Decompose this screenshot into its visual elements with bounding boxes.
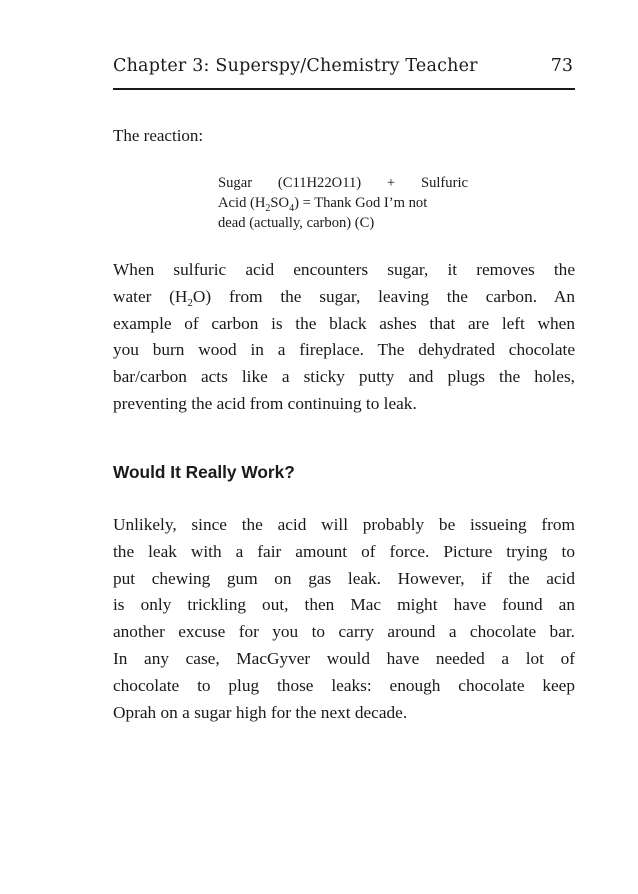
- subscript: 2: [187, 296, 193, 309]
- paragraph-line: preventing the acid from continuing to leak.: [113, 393, 417, 413]
- paragraph-line: is only trickling out, then Mac might have found an: [113, 595, 575, 615]
- formula-text: SO: [270, 195, 290, 211]
- paragraph-2: [113, 512, 575, 726]
- paragraph-text: water (H: [113, 286, 188, 306]
- paragraph-line: [113, 284, 575, 311]
- reaction-formula: [218, 173, 468, 233]
- paragraph-line: you burn wood in a fireplace. The dehydrated chocolate: [113, 340, 575, 360]
- paragraph-line: put chewing gum on gas leak. However, if the acid: [113, 568, 575, 588]
- paragraph-1: [113, 257, 575, 418]
- page-number: 73: [550, 56, 573, 76]
- chapter-title: Chapter 3: Superspy/Chemistry Teacher: [113, 56, 478, 76]
- formula-token: Sulfuric: [420, 175, 468, 191]
- formula-subscript: 4: [289, 203, 295, 214]
- running-header: [113, 52, 575, 90]
- formula-token: (C11H22O11): [277, 175, 362, 191]
- formula-line-2: [218, 193, 468, 213]
- formula-token: Sugar: [218, 175, 253, 191]
- formula-text: ) = Thank God I’m not: [294, 195, 428, 211]
- formula-line-3: dead (actually, carbon) (C): [218, 215, 375, 231]
- formula-line-1: [218, 173, 468, 193]
- paragraph-line: Oprah on a sugar high for the next decade.: [113, 702, 408, 722]
- formula-token: +: [386, 175, 396, 191]
- paragraph-line: the leak with a fair amount of force. Picture trying to: [113, 541, 575, 561]
- paragraph-line: chocolate to plug those leaks: enough chocolate keep: [113, 675, 575, 695]
- formula-subscript: 2: [265, 203, 271, 214]
- section-heading: Would It Really Work?: [113, 462, 295, 482]
- paragraph-text: O) from the sugar, leaving the carbon. An: [192, 286, 575, 306]
- paragraph-line: example of carbon is the black ashes that are left when: [113, 313, 575, 333]
- paragraph-line: Unlikely, since the acid will probably be issueing from: [113, 515, 575, 534]
- paragraph-line: another excuse for you to carry around a chocolate bar.: [113, 622, 575, 642]
- lead-text: The reaction:: [113, 126, 204, 145]
- paragraph-line: When sulfuric acid encounters sugar, it removes the: [113, 260, 575, 279]
- formula-text: Acid (H: [218, 195, 266, 211]
- paragraph-line: bar/carbon acts like a sticky putty and plugs the holes,: [113, 367, 575, 387]
- paragraph-line: In any case, MacGyver would have needed a lot of: [113, 648, 575, 668]
